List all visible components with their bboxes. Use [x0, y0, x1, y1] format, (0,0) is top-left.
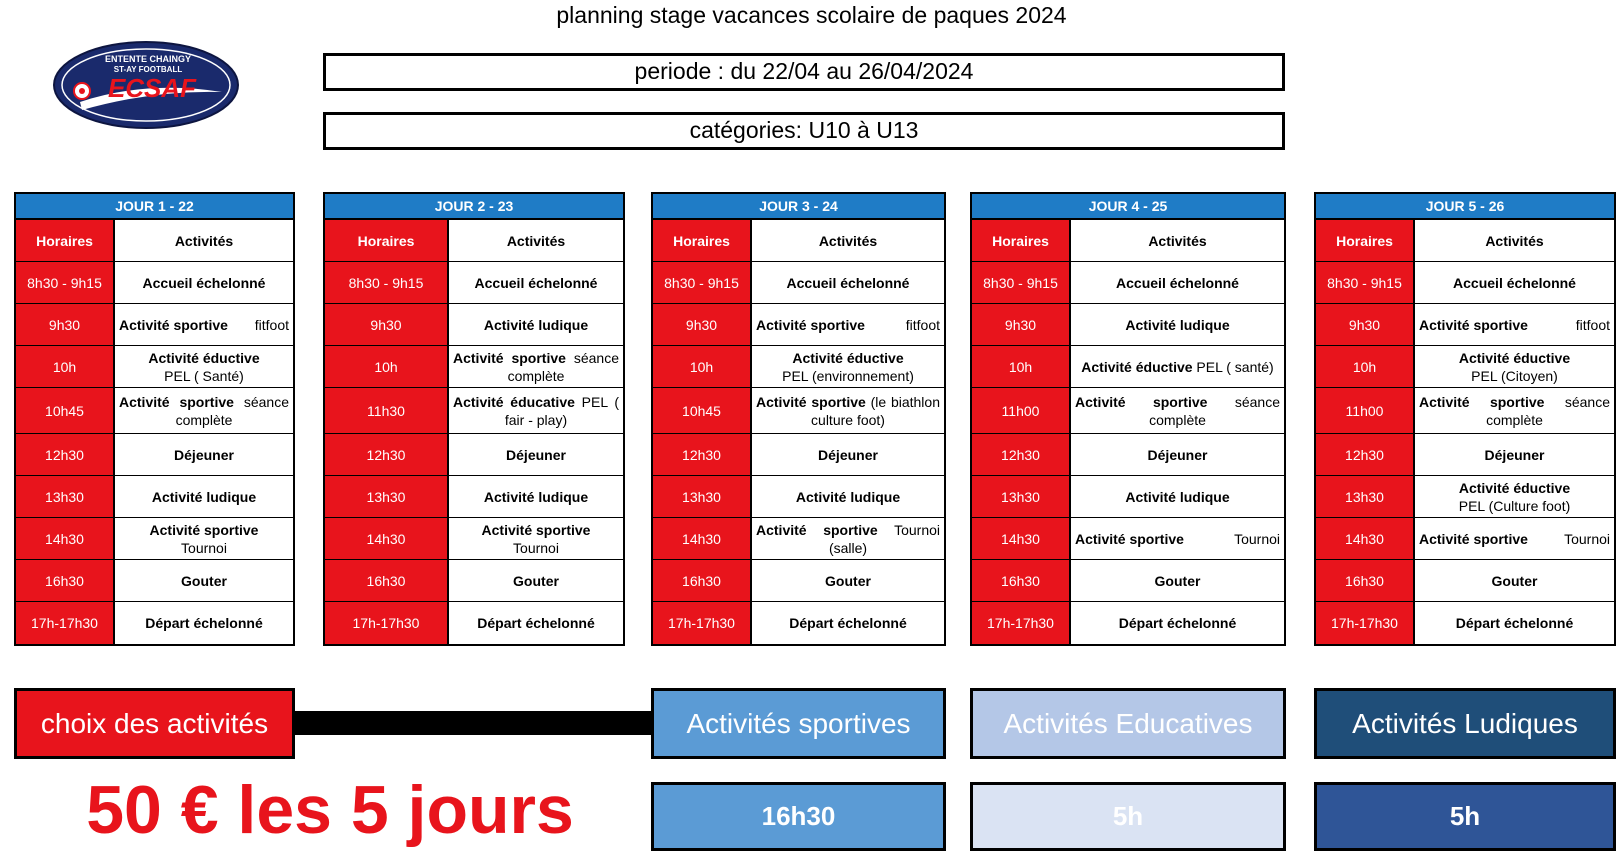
- activity-name: Activité sportive: [453, 349, 566, 366]
- time-cell: 17h-17h30: [972, 602, 1071, 644]
- activity-name: Activité ludique: [1125, 316, 1230, 333]
- activity-name: Activité sportive: [756, 393, 866, 410]
- activity-cell: [1071, 476, 1284, 517]
- day-header: JOUR 5 - 26: [1316, 194, 1614, 220]
- activity-name: Gouter: [513, 572, 559, 589]
- day-table-4: [970, 192, 1286, 646]
- activity-cell: [115, 602, 293, 644]
- activity-detail: fitfoot: [254, 316, 289, 333]
- activity-cell: [1415, 560, 1614, 601]
- time-cell: 13h30: [972, 476, 1071, 517]
- hours-educatives: 5h: [970, 782, 1286, 851]
- activity-cell: [1071, 388, 1284, 433]
- table-row: [16, 602, 293, 644]
- activity-name: Déjeuner: [1484, 446, 1545, 463]
- table-row: [653, 262, 944, 304]
- activity-name: Activité ludique: [1125, 488, 1230, 505]
- time-cell: 9h30: [653, 304, 752, 345]
- activity-cell: [1071, 262, 1284, 303]
- table-row: [972, 518, 1284, 560]
- activity-cell: [449, 518, 623, 559]
- day-header: JOUR 1 - 22: [16, 194, 293, 220]
- activity-name: Départ échelonné: [789, 615, 907, 631]
- hours-column-header: Horaires: [972, 220, 1071, 261]
- table-row: [16, 346, 293, 388]
- activity-name: Accueil échelonné: [474, 274, 598, 291]
- time-cell: 12h30: [653, 434, 752, 475]
- activity-cell: [1415, 476, 1614, 517]
- table-row: [325, 304, 623, 346]
- activity-cell: [115, 346, 293, 387]
- time-cell: 12h30: [972, 434, 1071, 475]
- table-row: [325, 388, 623, 434]
- activity-cell: [752, 518, 944, 559]
- time-cell: 12h30: [325, 434, 449, 475]
- activity-cell: [115, 304, 293, 345]
- time-cell: 10h: [325, 346, 449, 387]
- table-row: [1316, 346, 1614, 388]
- hours-column-header: Horaires: [16, 220, 115, 261]
- activities-column-header: Activités: [1485, 232, 1544, 249]
- table-row: [325, 476, 623, 518]
- activity-cell: [1415, 304, 1614, 345]
- activity-detail: (le biathlon culture foot): [811, 393, 940, 428]
- day-table-2: [323, 192, 625, 646]
- table-row: [972, 346, 1284, 388]
- activity-detail: Tournoi: [1564, 530, 1610, 547]
- activity-cell: [1071, 346, 1284, 387]
- time-cell: 9h30: [16, 304, 115, 345]
- table-row: [16, 262, 293, 304]
- time-cell: 11h00: [1316, 388, 1415, 433]
- activity-detail: PEL ( fair - play): [504, 393, 619, 428]
- time-cell: 16h30: [16, 560, 115, 601]
- table-row: [972, 476, 1284, 518]
- activity-name: Activité sportive: [1075, 530, 1184, 547]
- column-header-row: [653, 220, 944, 262]
- activity-cell: [752, 560, 944, 601]
- hours-column-header: Horaires: [325, 220, 449, 261]
- activity-name: Activité sportive: [756, 316, 865, 333]
- activity-name: Activité éductive: [792, 349, 904, 366]
- activity-name: Départ échelonné: [1118, 615, 1237, 631]
- activity-name: Activité sportive: [119, 316, 228, 333]
- column-header-row: [972, 220, 1284, 262]
- time-cell: 9h30: [325, 304, 449, 345]
- table-row: [325, 262, 623, 304]
- svg-text:ENTENTE CHAINGY: ENTENTE CHAINGY: [104, 54, 192, 64]
- activities-column-header: Activités: [1148, 232, 1207, 249]
- activity-cell: [1415, 346, 1614, 387]
- table-row: [16, 388, 293, 434]
- hours-ludiques: 5h: [1314, 782, 1616, 851]
- column-header-row: [16, 220, 293, 262]
- activity-cell: [1071, 518, 1284, 559]
- time-cell: 14h30: [325, 518, 449, 559]
- time-cell: 17h-17h30: [1316, 602, 1415, 644]
- activity-cell: [1415, 602, 1614, 644]
- time-cell: 10h: [16, 346, 115, 387]
- svg-text:ST-AY FOOTBALL: ST-AY FOOTBALL: [113, 65, 183, 74]
- table-row: [16, 434, 293, 476]
- period-box: periode : du 22/04 au 26/04/2024: [323, 53, 1285, 91]
- time-cell: 10h45: [16, 388, 115, 433]
- hours-column-header: Horaires: [1316, 220, 1415, 261]
- table-row: [16, 518, 293, 560]
- day-header: JOUR 4 - 25: [972, 194, 1284, 220]
- time-cell: 8h30 - 9h15: [325, 262, 449, 303]
- column-header-row: [1316, 220, 1614, 262]
- table-row: [972, 304, 1284, 346]
- time-cell: 8h30 - 9h15: [653, 262, 752, 303]
- activity-name: Activité ludique: [483, 488, 589, 505]
- activity-name: Accueil échelonné: [1116, 274, 1239, 291]
- time-cell: 16h30: [325, 560, 449, 601]
- activity-cell: [1415, 434, 1614, 475]
- time-cell: 16h30: [972, 560, 1071, 601]
- activity-name: Activité éductive: [1458, 479, 1571, 496]
- table-row: [325, 602, 623, 644]
- table-row: [1316, 476, 1614, 518]
- activity-name: Accueil échelonné: [786, 274, 910, 291]
- activity-detail: PEL ( santé): [1196, 358, 1274, 375]
- activity-cell: [752, 434, 944, 475]
- table-row: [16, 304, 293, 346]
- activity-name: Accueil échelonné: [1453, 274, 1576, 291]
- time-cell: 16h30: [1316, 560, 1415, 601]
- time-cell: 16h30: [653, 560, 752, 601]
- activity-cell: [752, 304, 944, 345]
- activity-cell: [1071, 304, 1284, 345]
- activity-detail: séance complète: [1486, 393, 1610, 428]
- activity-detail: séance complète: [507, 349, 619, 384]
- time-cell: 14h30: [972, 518, 1071, 559]
- time-cell: 13h30: [653, 476, 752, 517]
- time-cell: 9h30: [1316, 304, 1415, 345]
- ecsaf-logo: [52, 40, 240, 130]
- activity-cell: [1071, 560, 1284, 601]
- activity-detail: Tournoi (salle): [828, 521, 940, 556]
- table-row: [1316, 518, 1614, 560]
- activity-cell: [115, 262, 293, 303]
- table-row: [653, 434, 944, 476]
- table-row: [972, 560, 1284, 602]
- time-cell: 17h-17h30: [325, 602, 449, 644]
- table-row: [972, 388, 1284, 434]
- activity-cell: [115, 560, 293, 601]
- activity-name: Activité ludique: [795, 488, 901, 505]
- activity-detail: séance complète: [1149, 393, 1280, 428]
- time-cell: 10h: [653, 346, 752, 387]
- activity-detail: fitfoot: [1575, 316, 1610, 333]
- table-row: [972, 262, 1284, 304]
- legend-ludiques: Activités Ludiques: [1314, 688, 1616, 759]
- activities-column-header: Activités: [506, 232, 566, 249]
- time-cell: 14h30: [1316, 518, 1415, 559]
- activities-column-header: Activités: [174, 232, 234, 249]
- time-cell: 8h30 - 9h15: [1316, 262, 1415, 303]
- time-cell: 10h: [972, 346, 1071, 387]
- hours-column-header: Horaires: [653, 220, 752, 261]
- time-cell: 10h: [1316, 346, 1415, 387]
- choice-box: choix des activités: [14, 688, 295, 759]
- activity-cell: [449, 476, 623, 517]
- activity-cell: [115, 434, 293, 475]
- activity-cell: [752, 476, 944, 517]
- activity-name: Activité sportive: [481, 521, 591, 538]
- connector-bar: [295, 711, 653, 735]
- table-row: [325, 560, 623, 602]
- time-cell: 8h30 - 9h15: [972, 262, 1071, 303]
- activity-cell: [1415, 518, 1614, 559]
- table-row: [653, 518, 944, 560]
- table-row: [325, 346, 623, 388]
- activity-name: Déjeuner: [506, 446, 566, 463]
- activity-name: Activité sportive: [1419, 393, 1545, 410]
- activities-column-header: Activités: [818, 232, 878, 249]
- page-title: planning stage vacances scolaire de paques 2024: [556, 2, 1067, 28]
- table-row: [1316, 388, 1614, 434]
- activity-cell: [752, 262, 944, 303]
- activity-name: Activité sportive: [149, 521, 259, 538]
- activity-detail: PEL (Culture foot): [1458, 497, 1571, 514]
- table-row: [1316, 434, 1614, 476]
- activity-cell: [115, 518, 293, 559]
- activity-cell: [115, 476, 293, 517]
- activity-cell: [449, 560, 623, 601]
- activity-name: Départ échelonné: [145, 615, 263, 631]
- time-cell: 8h30 - 9h15: [16, 262, 115, 303]
- activity-name: Gouter: [181, 572, 227, 589]
- activity-name: Activité sportive: [119, 393, 234, 410]
- activity-cell: [752, 346, 944, 387]
- activity-name: Accueil échelonné: [142, 274, 266, 291]
- activity-detail: fitfoot: [905, 316, 940, 333]
- activity-detail: Tournoi: [1234, 530, 1280, 547]
- time-cell: 13h30: [325, 476, 449, 517]
- table-row: [325, 434, 623, 476]
- time-cell: 17h-17h30: [653, 602, 752, 644]
- time-cell: 11h00: [972, 388, 1071, 433]
- activity-name: Activité ludique: [151, 488, 257, 505]
- activity-name: Activité éducative: [453, 393, 575, 410]
- time-cell: 14h30: [653, 518, 752, 559]
- table-row: [16, 476, 293, 518]
- activity-name: Gouter: [1154, 572, 1201, 589]
- table-row: [972, 434, 1284, 476]
- table-row: [653, 560, 944, 602]
- activity-detail: séance complète: [175, 393, 289, 428]
- activity-cell: [449, 388, 623, 433]
- activity-cell: [449, 346, 623, 387]
- day-table-5: [1314, 192, 1616, 646]
- activity-name: Déjeuner: [818, 446, 878, 463]
- column-header-row: [325, 220, 623, 262]
- activity-name: Activité sportive: [1419, 530, 1528, 547]
- activity-cell: [449, 434, 623, 475]
- legend-sportives: Activités sportives: [651, 688, 946, 759]
- activity-cell: [752, 602, 944, 644]
- table-row: [1316, 262, 1614, 304]
- activity-cell: [1071, 602, 1284, 644]
- time-cell: 17h-17h30: [16, 602, 115, 644]
- activity-name: Activité éductive: [1081, 358, 1193, 375]
- activity-cell: [1415, 262, 1614, 303]
- activity-detail: Tournoi: [181, 539, 227, 556]
- table-row: [1316, 304, 1614, 346]
- activity-cell: [449, 304, 623, 345]
- activity-name: Activité sportive: [1419, 316, 1528, 333]
- activity-detail: PEL (environnement): [782, 367, 914, 384]
- hours-sportives: 16h30: [651, 782, 946, 851]
- categories-box: catégories: U10 à U13: [323, 112, 1285, 150]
- activity-cell: [1071, 434, 1284, 475]
- table-row: [653, 304, 944, 346]
- table-row: [325, 518, 623, 560]
- activity-cell: [752, 388, 944, 433]
- activity-cell: [449, 262, 623, 303]
- activity-name: Gouter: [1491, 572, 1538, 589]
- svg-text:ECSAF: ECSAF: [107, 73, 197, 103]
- activity-detail: PEL (Citoyen): [1471, 367, 1558, 384]
- activity-name: Activité sportive: [756, 521, 878, 538]
- table-row: [1316, 560, 1614, 602]
- time-cell: 13h30: [1316, 476, 1415, 517]
- table-row: [1316, 602, 1614, 644]
- table-row: [16, 560, 293, 602]
- activity-cell: [1415, 388, 1614, 433]
- time-cell: 9h30: [972, 304, 1071, 345]
- activity-name: Activité sportive: [1075, 393, 1208, 410]
- table-row: [653, 388, 944, 434]
- table-row: [653, 602, 944, 644]
- activity-detail: PEL ( Santé): [164, 367, 244, 384]
- activity-name: Gouter: [825, 572, 871, 589]
- table-row: [653, 346, 944, 388]
- activity-name: Activité éductive: [1458, 349, 1571, 366]
- time-cell: 12h30: [16, 434, 115, 475]
- activity-cell: [449, 602, 623, 644]
- activity-name: Départ échelonné: [1455, 615, 1574, 631]
- price-text: 50 € les 5 jours: [86, 772, 574, 848]
- time-cell: 12h30: [1316, 434, 1415, 475]
- activity-detail: Tournoi: [513, 539, 559, 556]
- activity-name: Activité ludique: [483, 316, 589, 333]
- activity-cell: [115, 388, 293, 433]
- legend-educatives: Activités Educatives: [970, 688, 1286, 759]
- activity-name: Activité éductive: [148, 349, 260, 366]
- table-row: [972, 602, 1284, 644]
- day-header: JOUR 3 - 24: [653, 194, 944, 220]
- time-cell: 14h30: [16, 518, 115, 559]
- time-cell: 10h45: [653, 388, 752, 433]
- day-header: JOUR 2 - 23: [325, 194, 623, 220]
- day-table-3: [651, 192, 946, 646]
- activity-name: Déjeuner: [174, 446, 234, 463]
- activity-name: Déjeuner: [1147, 446, 1208, 463]
- day-table-1: [14, 192, 295, 646]
- table-row: [653, 476, 944, 518]
- time-cell: 11h30: [325, 388, 449, 433]
- activity-name: Départ échelonné: [477, 615, 595, 631]
- time-cell: 13h30: [16, 476, 115, 517]
